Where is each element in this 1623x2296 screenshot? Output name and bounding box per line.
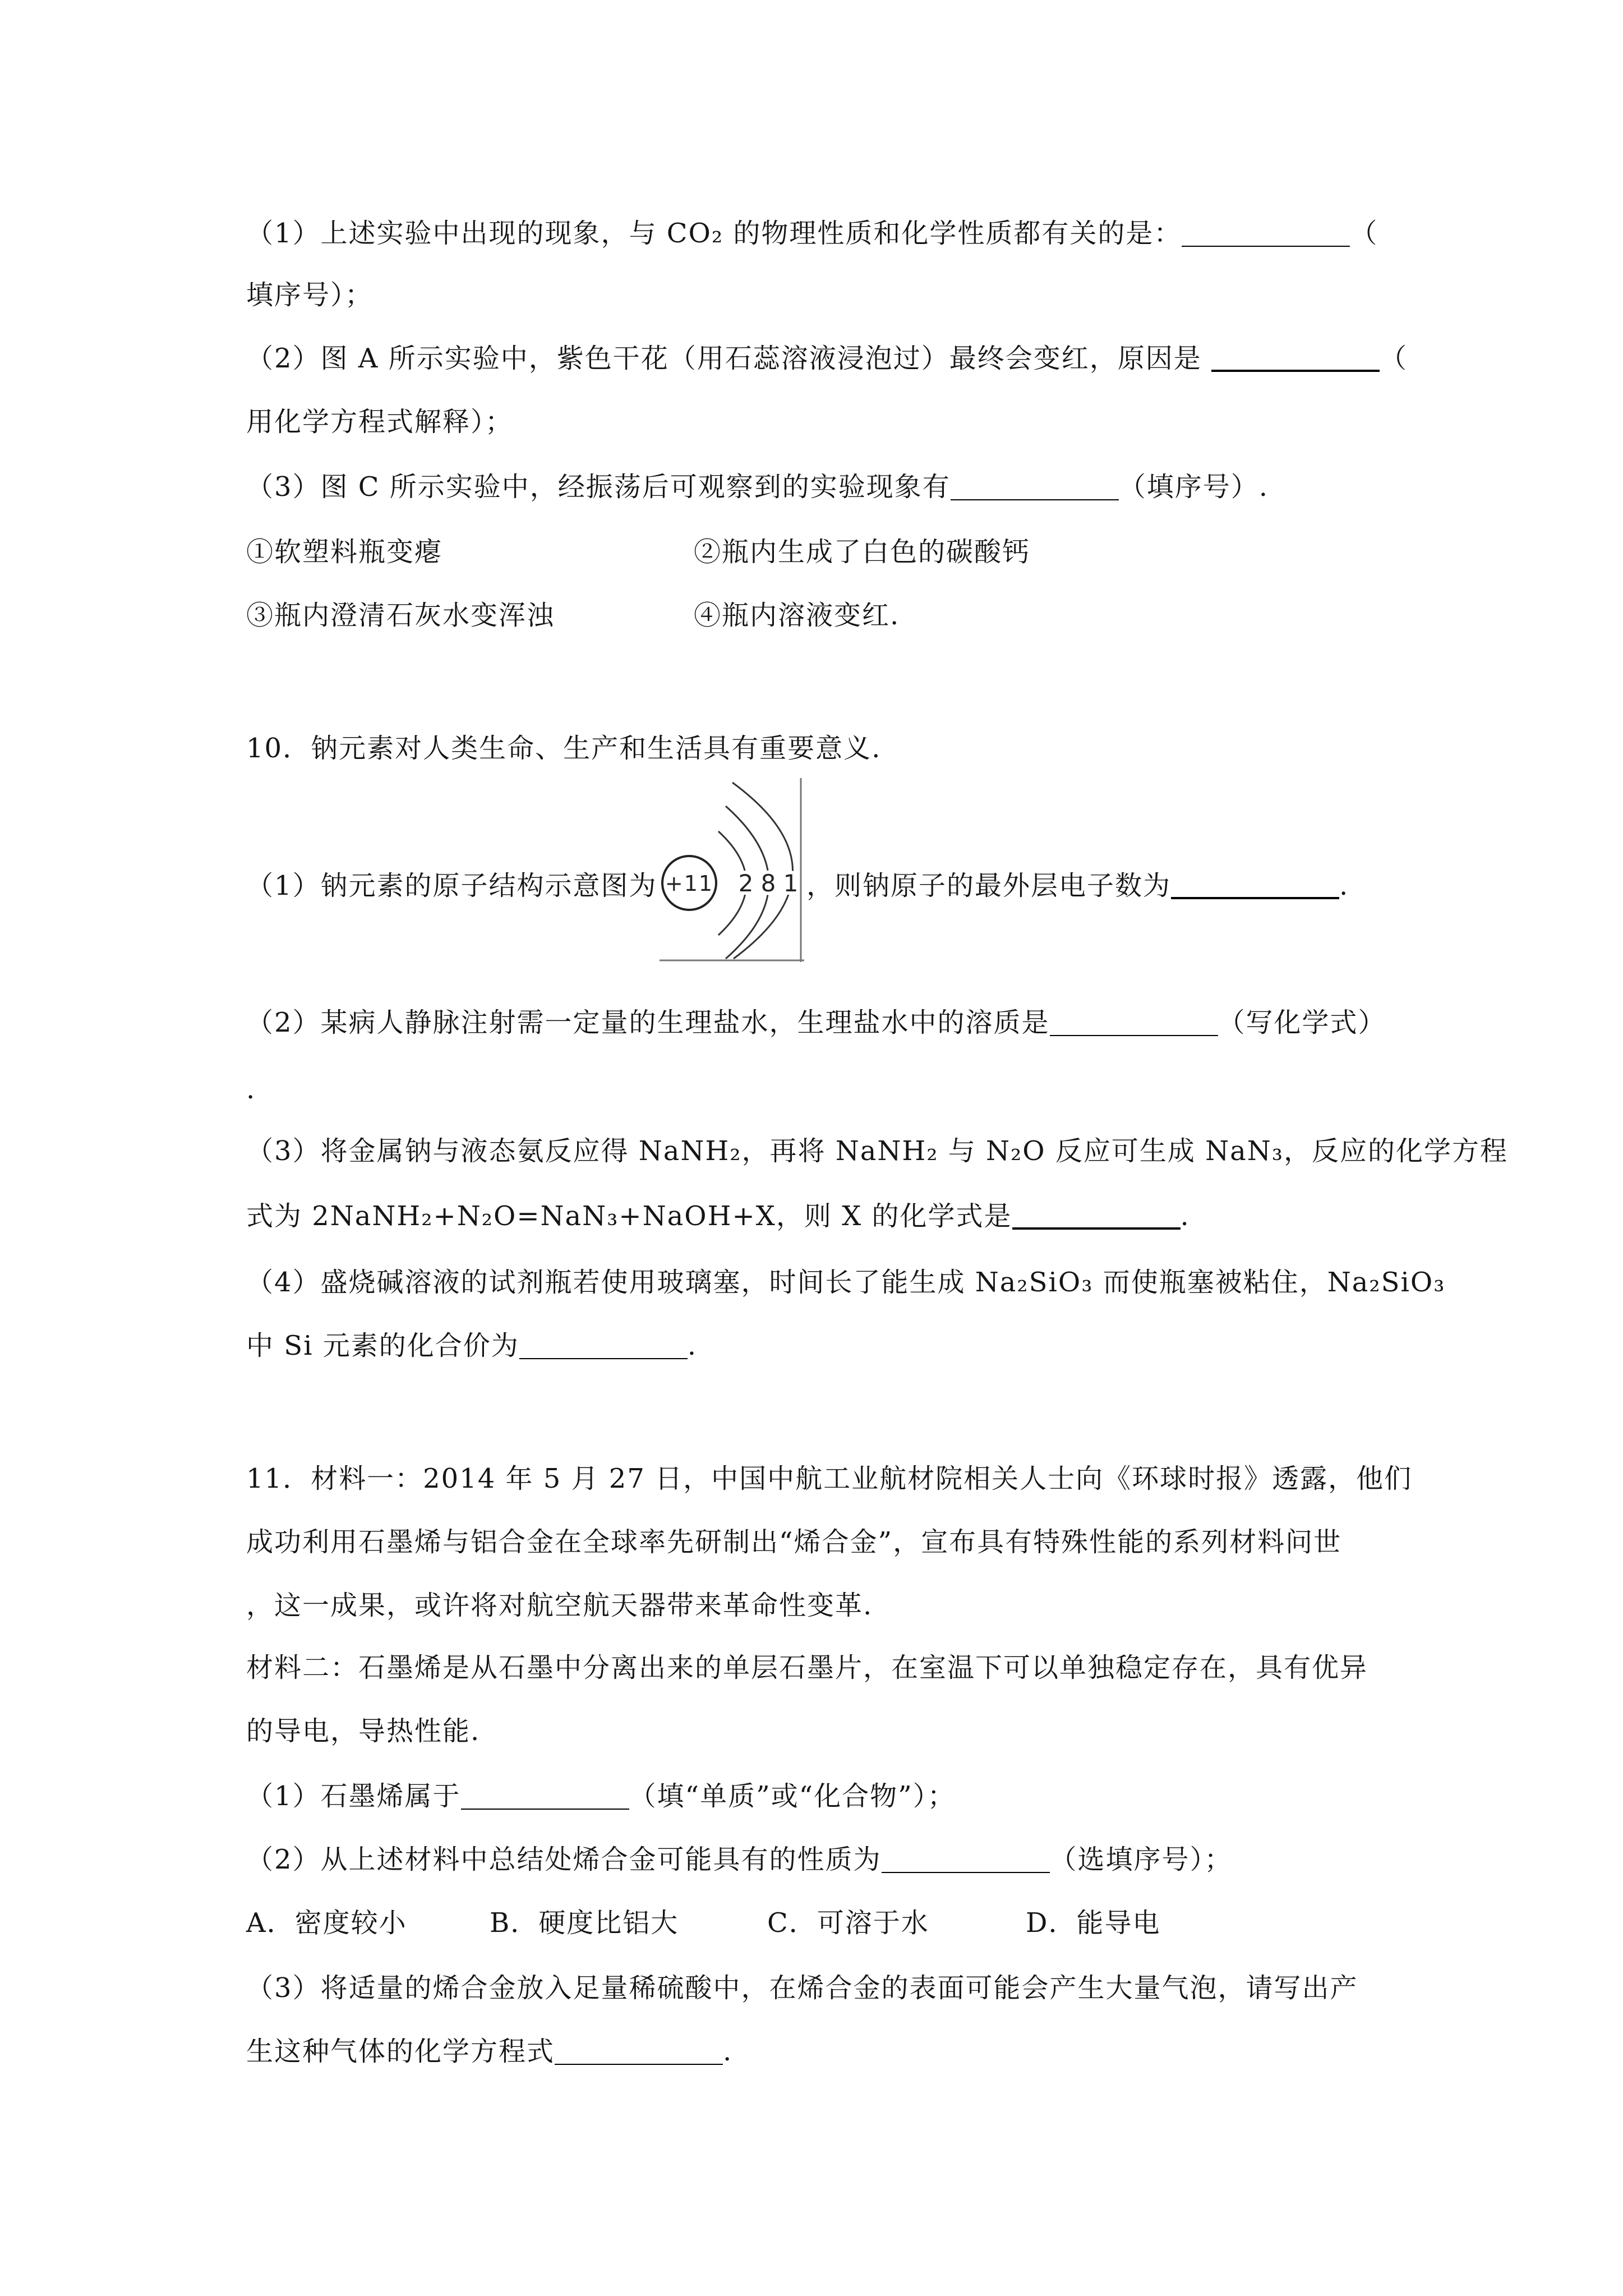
q10-sub2-suffix: （写化学式） [1218, 1007, 1386, 1038]
answer-blank [1171, 875, 1339, 899]
q10-stem: 10．钠元素对人类生命、生产和生活具有重要意义. [246, 733, 882, 764]
q9-sub2-suffix: （ [1379, 343, 1408, 374]
q9-sub3-text: （3）图 C 所示实验中，经振荡后可观察到的实验现象有 [246, 471, 951, 503]
q10-sub2-line [246, 1006, 1386, 1039]
answer-blank [555, 2041, 723, 2065]
q10-sub4-line1: （4）盛烧碱溶液的试剂瓶若使用玻璃塞，时间长了能生成 Na₂SiO₃ 而使瓶塞被粘住，Na₂SiO₃ [246, 1267, 1446, 1298]
q11-material2-line2: 的导电，导热性能. [246, 1715, 481, 1747]
q10-sub2-text: （2）某病人静脉注射需一定量的生理盐水，生理盐水中的溶质是 [246, 1007, 1050, 1038]
q9-sub1-suffix: （ [1350, 218, 1378, 249]
q11-sub3-end: . [723, 2036, 733, 2067]
nucleus-charge: +11 [665, 871, 714, 896]
q9-sub1-text: （1）上述实验中出现的现象，与 CO₂ 的物理性质和化学性质都有关的是： [246, 218, 1182, 249]
q9-option-2: ②瓶内生成了白色的碳酸钙 [694, 536, 1031, 568]
q10-sub1-question: ，则钠原子的最外层电子数为 [806, 870, 1172, 901]
q11-material1-line1: 11．材料一：2014 年 5 月 27 日，中国中航工业航材院相关人士向《环球时报》透露，他们 [246, 1463, 1413, 1494]
q11-sub3-line1: （3）将适量的烯合金放入足量稀硫酸中，在烯合金的表面可能会产生大量气泡，请写出产 [246, 1972, 1358, 2004]
q9-sub3-suffix: （填序号）. [1118, 471, 1269, 503]
answer-blank [1012, 1205, 1181, 1230]
q10-sub4-text: 中 Si 元素的化合价为 [246, 1330, 519, 1361]
answer-blank [882, 1849, 1050, 1873]
q10-sub1-text: （1）钠元素的原子结构示意图为 [246, 870, 657, 901]
answer-blank [1050, 1013, 1218, 1036]
q11-material1-line2: 成功利用石墨烯与铝合金在全球率先研制出“烯合金”，宣布具有特殊性能的系列材料问世 [246, 1526, 1342, 1558]
q9-sub2-line [246, 342, 1408, 375]
q9-sub1-line [246, 217, 1378, 250]
q10-sub3-text: 式为 2NaNH₂+N₂O=NaN₃+NaOH+X，则 X 的化学式是 [246, 1200, 1012, 1232]
answer-blank [1211, 347, 1380, 372]
q11-material2-line1: 材料二：石墨烯是从石墨中分离出来的单层石墨片，在室温下可以单独稳定存在，具有优异 [246, 1652, 1368, 1683]
q9-option-3: ③瓶内澄清石灰水变浑浊 [246, 600, 555, 631]
q9-sub1-continuation: 填序号）； [246, 279, 374, 311]
q10-sub4-line2 [246, 1329, 697, 1363]
answer-blank [461, 1786, 629, 1810]
q9-option-1: ①软塑料瓶变瘪 [246, 536, 443, 568]
q11-sub1-text: （1）石墨烯属于 [246, 1780, 461, 1812]
answer-blank [951, 477, 1119, 500]
q11-sub1-suffix: （填“单质”或“化合物”）； [629, 1780, 956, 1812]
q10-sub3-line1: （3）将金属钠与液态氨反应得 NaNH₂，再将 NaNH₂ 与 N₂O 反应可生成 NaN₃，反应的化学方程 [246, 1135, 1508, 1167]
q11-option-c: C．可溶于水 [767, 1907, 929, 1939]
q11-sub3-line2 [246, 2035, 732, 2068]
shell-electron-count: 8 [760, 869, 777, 897]
q11-material1-line3: ，这一成果，或许将对航空航天器带来革命性变革. [246, 1590, 873, 1621]
q11-option-a: A．密度较小 [246, 1907, 407, 1939]
q10-sub4-end: . [687, 1330, 698, 1361]
q11-sub3-text: 生这种气体的化学方程式 [246, 2036, 555, 2067]
q11-sub2-line [246, 1843, 1233, 1876]
q10-sub3-line2 [246, 1199, 1190, 1233]
q11-sub2-suffix: （选填序号）； [1049, 1844, 1233, 1875]
shell-electron-count: 1 [783, 869, 800, 897]
shell-electron-count: 2 [738, 869, 755, 897]
q10-sub3-end: . [1180, 1200, 1190, 1232]
q10-sub1-after-diagram [806, 869, 1349, 903]
q11-option-d: D．能导电 [1026, 1907, 1161, 1939]
sodium-atom-structure-diagram [660, 778, 804, 962]
q11-option-b: B．硬度比铝大 [490, 1907, 679, 1939]
q11-sub1-line [246, 1779, 956, 1813]
q9-sub2-text: （2）图 A 所示实验中，紫色干花（用石蕊溶液浸泡过）最终会变红，原因是 [246, 343, 1211, 374]
q9-option-4: ④瓶内溶液变红. [694, 600, 900, 631]
q10-sub2-continuation: . [246, 1074, 256, 1105]
q11-sub2-text: （2）从上述材料中总结处烯合金可能具有的性质为 [246, 1844, 882, 1875]
answer-blank [519, 1336, 688, 1359]
answer-blank [1182, 223, 1350, 247]
q9-sub2-continuation: 用化学方程式解释）； [246, 406, 514, 438]
q9-sub3-line [246, 470, 1269, 504]
q10-sub1-end: . [1339, 870, 1349, 901]
